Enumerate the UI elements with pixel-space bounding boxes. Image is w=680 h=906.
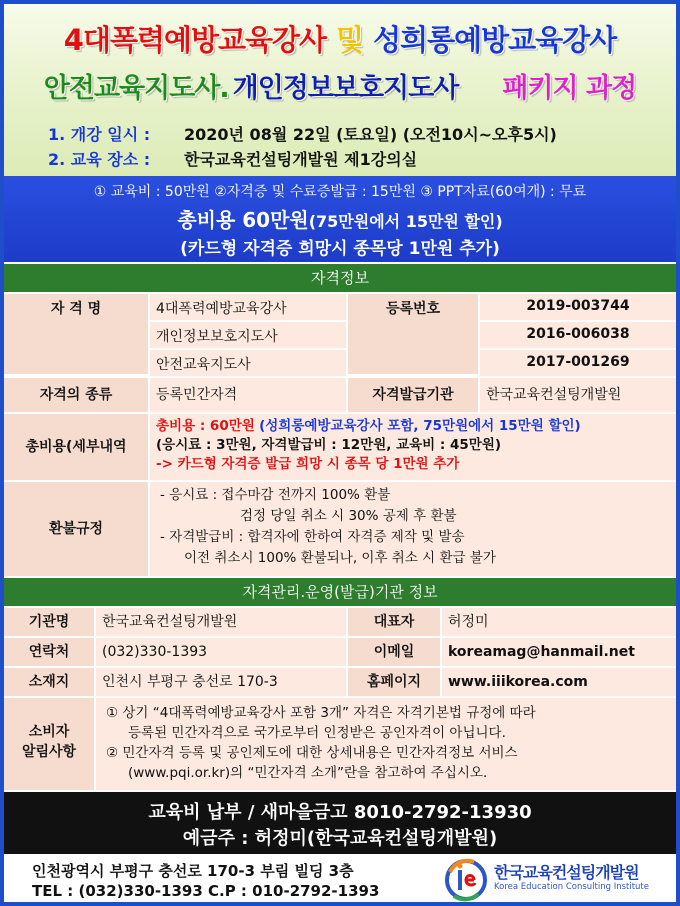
notice-line-1: ① 상기 “4대폭력예방교육강사 포함 3개” 자격은 자격기본법 규정에 따라 xyxy=(106,705,536,721)
main-title-line1 xyxy=(4,18,676,59)
consumer-notice-label xyxy=(4,698,94,790)
refund-line-3: - 자격발급비 : 합격자에 한하여 자격증 제작 및 발송 xyxy=(160,529,465,545)
cert-name-1: 4대폭력예방교육강사 xyxy=(150,294,346,320)
homepage-value: www.iiikorea.com xyxy=(442,668,676,696)
refund-line-1: - 응시료 : 접수마감 전까지 100% 환불 xyxy=(160,487,391,503)
title-harassment: 성희롱예방교육강사 xyxy=(373,23,617,57)
payment-holder: 예금주 : 허정미(한국교육컨설팅개발원) xyxy=(182,828,498,849)
title-and: 및 xyxy=(336,23,364,57)
contact-value: (032)330-1393 xyxy=(96,638,346,666)
reg-number-1: 2019-003744 xyxy=(480,294,676,320)
reg-number-label: 등록번호 xyxy=(348,294,478,374)
logo-name: 한국교육컨설팅개발원 xyxy=(494,863,639,882)
total-cost-amount: 총비용 : 60만원 xyxy=(156,418,255,434)
contact-label: 연락처 xyxy=(4,638,94,666)
notice-label-line1: 소비자 xyxy=(28,724,70,740)
payment-box xyxy=(4,792,676,854)
title-4-violence: 4대폭력예방교육강사 xyxy=(63,23,327,57)
cert-name-label: 자 격 명 xyxy=(4,294,148,374)
fee-breakdown: ① 교육비 : 50만원 ②자격증 및 수료증발급 : 15만원 ③ PPT자료(60여개) : 무료 xyxy=(93,184,587,200)
title-safety: 안전교육지도사. xyxy=(43,73,229,104)
date-row xyxy=(48,122,557,145)
notice-label-line2: 알림사항 xyxy=(21,744,77,760)
cert-type-value: 등록민간자격 xyxy=(150,378,346,412)
total-cost-discount: (성희롱예방교육강사 포함, 75만원에서 15만원 할인) xyxy=(259,418,581,434)
address-label: 소재지 xyxy=(4,668,94,696)
homepage-label: 홈페이지 xyxy=(348,668,440,696)
date-value: 2020년 08월 22일 (토요일) (오전10시~오후5시) xyxy=(184,125,557,144)
title-package: 패키지 과정 xyxy=(502,73,637,104)
notice-line-3: ② 민간자격 등록 및 공인제도에 대한 상세내용은 민간자격정보 서비스 xyxy=(106,745,518,761)
cert-name-3: 안전교육지도사 xyxy=(150,350,346,376)
email-label: 이메일 xyxy=(348,638,440,666)
logo-subtitle: Korea Education Consulting Institute xyxy=(494,882,649,892)
place-row xyxy=(48,147,417,170)
rep-label: 대표자 xyxy=(348,608,440,636)
refund-label: 환불규정 xyxy=(4,482,148,576)
cert-name-2: 개인정보보호지도사 xyxy=(150,322,346,348)
fee-box xyxy=(4,176,676,262)
reg-number-2: 2016-006038 xyxy=(480,322,676,348)
place-value: 한국교육컨설팅개발원 제1강의실 xyxy=(184,150,418,169)
notice-line-2: 등록된 민간자격으로 국가로부터 인정받은 공인자격이 아닙니다. xyxy=(128,725,506,741)
total-cost-label: 총비용(세부내역 xyxy=(4,414,148,480)
footer-phone: TEL : (032)330-1393 C.P : 010-2792-1393 xyxy=(32,882,380,900)
org-name-value: 한국교육컨설팅개발원 xyxy=(96,608,346,636)
footer-address: 인천광역시 부평구 충선로 170-3 부림 빌딩 3층 xyxy=(32,862,354,880)
fee-total-discount: (75만원에서 15만원 할인) xyxy=(308,212,503,231)
header xyxy=(4,4,676,176)
cert-section-header: 자격정보 xyxy=(4,264,676,292)
email-value: koreamag@hanmail.net xyxy=(442,638,676,666)
reg-number-3: 2017-001269 xyxy=(480,350,676,376)
payment-account: 교육비 납부 / 새마을금고 8010-2792-13930 xyxy=(148,802,532,823)
refund-line-2: 검정 당일 취소 시 30% 공제 후 환불 xyxy=(240,508,457,524)
notice-line-4: (www.pqi.or.kr)의 “민간자격 소개”란을 참고하여 주십시오. xyxy=(128,765,488,781)
title-privacy: 개인정보보호지도사 xyxy=(232,73,459,104)
issuer-value: 한국교육컨설팅개발원 xyxy=(480,378,676,412)
rep-value: 허정미 xyxy=(442,608,676,636)
fee-total-main: 총비용 60만원 xyxy=(177,208,309,232)
place-label: 2. 교육 장소 : xyxy=(48,150,151,169)
fee-total xyxy=(4,204,676,233)
cert-type-label: 자격의 종류 xyxy=(4,378,148,412)
total-cost-line2: (응시료 : 3만원, 자격발급비 : 12만원, 교육비 : 45만원) xyxy=(156,437,502,453)
refund-line-4: 이전 취소시 100% 환불되나, 이후 취소 시 환급 불가 xyxy=(184,550,496,566)
consumer-notice-text xyxy=(96,698,676,790)
fee-card-note: (카드형 자격증 희망시 종목당 1만원 추가) xyxy=(180,239,500,259)
org-name-label: 기관명 xyxy=(4,608,94,636)
main-title-line2 xyxy=(4,66,676,105)
institute-logo xyxy=(444,858,672,902)
org-section-header: 자격관리.운영(발급)기관 정보 xyxy=(4,578,676,606)
total-cost-detail xyxy=(150,414,676,480)
total-cost-line1 xyxy=(156,417,670,436)
contact-footer xyxy=(4,854,676,906)
issuer-label: 자격발급기관 xyxy=(348,378,478,412)
refund-detail xyxy=(150,482,676,576)
logo-icon xyxy=(444,858,490,902)
address-value: 인천시 부평구 충선로 170-3 xyxy=(96,668,346,696)
date-label: 1. 개강 일시 : xyxy=(48,125,151,144)
total-cost-line3: -> 카드형 자격증 발급 희망 시 종목 당 1만원 추가 xyxy=(156,456,460,472)
